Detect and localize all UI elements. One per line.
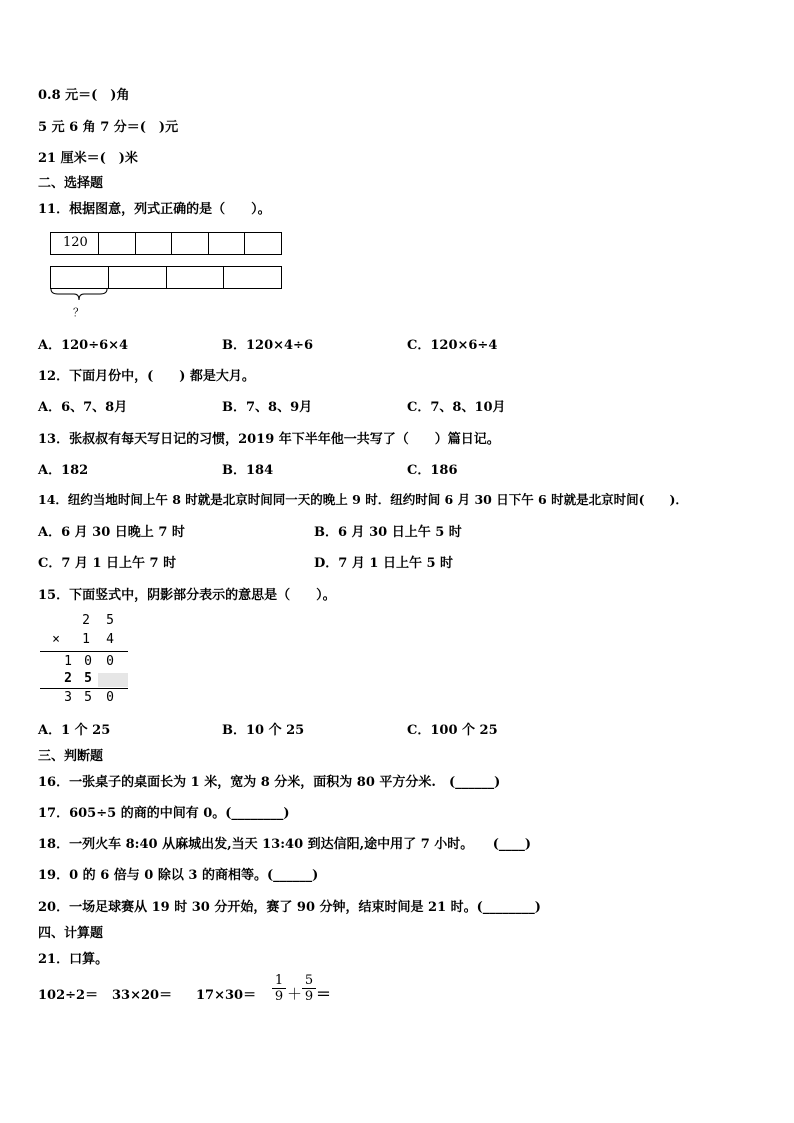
q14-option-c: C．7 月 1 日上午 7 时 [38,556,177,571]
q11-top-first-label: 120 [63,235,88,250]
q13-stem: 13．张叔叔有每天写日记的习惯，2019 年下半年他一共写了（ ）篇日记。 [38,432,500,447]
section-choice-heading: 二、选择题 [38,176,104,191]
mul-divider-2 [40,688,128,689]
q21-item-1: 102÷2＝ [38,988,99,1003]
q12-stem: 12．下面月份中，( ) 都是大月。 [38,369,255,384]
mul-row-multiplicand: 2 5 [82,613,114,628]
q12-option-a: A．6、7、8月 [38,400,128,415]
q13-option-b: B．184 [222,463,274,478]
q11-option-a: A．120÷6×4 [38,338,129,353]
q11-option-c: C．120×6÷4 [407,338,498,353]
q15-option-c: C．100 个 25 [407,723,498,738]
q21-stem: 21．口算。 [38,952,109,967]
q14-option-a: A．6 月 30 日晚上 7 时 [38,525,185,540]
fill-line-3: 21 厘米＝( )米 [38,151,138,166]
fraction-5-9: $\frac{5}{9}$ [302,973,316,1004]
q14-option-b: B．6 月 30 日上午 5 时 [314,525,462,540]
q11-bottom-bar [50,266,282,289]
mul-row-partial-1: 1 0 0 [64,654,114,669]
q11-option-b: B．120×4÷6 [222,338,314,353]
mul-divider-1 [40,651,128,652]
mul-row-partial-2-shaded: 2 5 [40,671,130,689]
fill-line-2: 5 元 6 角 7 分＝( )元 [38,120,179,135]
q15-option-a: A．1 个 25 [38,723,111,738]
plus-sign: ＋ [287,985,303,1003]
q11-top-bar [50,232,282,255]
q16-item: 16．一张桌子的桌面长为 1 米，宽为 8 分米，面积为 80 平方分米. (______) [38,775,501,790]
q13-option-c: C．186 [407,463,458,478]
q13-option-a: A．182 [38,463,89,478]
section-calc-heading: 四、计算题 [38,926,104,941]
q15-vertical-multiplication [40,613,140,713]
q15-option-b: B．10 个 25 [222,723,305,738]
q20-item: 20．一场足球赛从 19 时 30 分开始，赛了 90 分钟，结束时间是 21 时。(________) [38,900,541,915]
equals-sign: ＝ [316,985,332,1003]
q21-item-3: 17×30＝ [196,988,257,1003]
q12-option-c: C．7、8、10月 [407,400,506,415]
fraction-1-9: $\frac{1}{9}$ [272,973,286,1004]
mul-row-product: 3 5 0 [64,690,114,705]
mul-shaded-region [98,673,128,687]
q11-brace-label: ？ [73,306,84,319]
q11-stem: 11．根据图意，列式正确的是（ ）。 [38,202,271,217]
q18-item: 18．一列火车 8:40 从麻城出发,当天 13:40 到达信阳,途中用了 7 小时。 (____) [38,837,532,852]
mul-row-multiplier: × 1 4 [52,632,114,647]
fill-line-1: 0.8 元＝( )角 [38,88,130,103]
q14-stem: 14．纽约当地时间上午 8 时就是北京时间同一天的晚上 9 时．纽约时间 6 月 30 日下午 6 时就是北京时间( )． [38,492,688,507]
q15-stem: 15．下面竖式中，阴影部分表示的意思是（ ）。 [38,588,336,603]
q19-item: 19．0 的 6 倍与 0 除以 3 的商相等。(______) [38,868,319,883]
q11-brace [50,288,110,302]
section-judge-heading: 三、判断题 [38,749,104,764]
q14-option-d: D．7 月 1 日上午 5 时 [314,556,454,571]
q17-item: 17．605÷5 的商的中间有 0。(________) [38,806,290,821]
q12-option-b: B．7、8、9月 [222,400,313,415]
q21-item-2: 33×20＝ [112,988,173,1003]
